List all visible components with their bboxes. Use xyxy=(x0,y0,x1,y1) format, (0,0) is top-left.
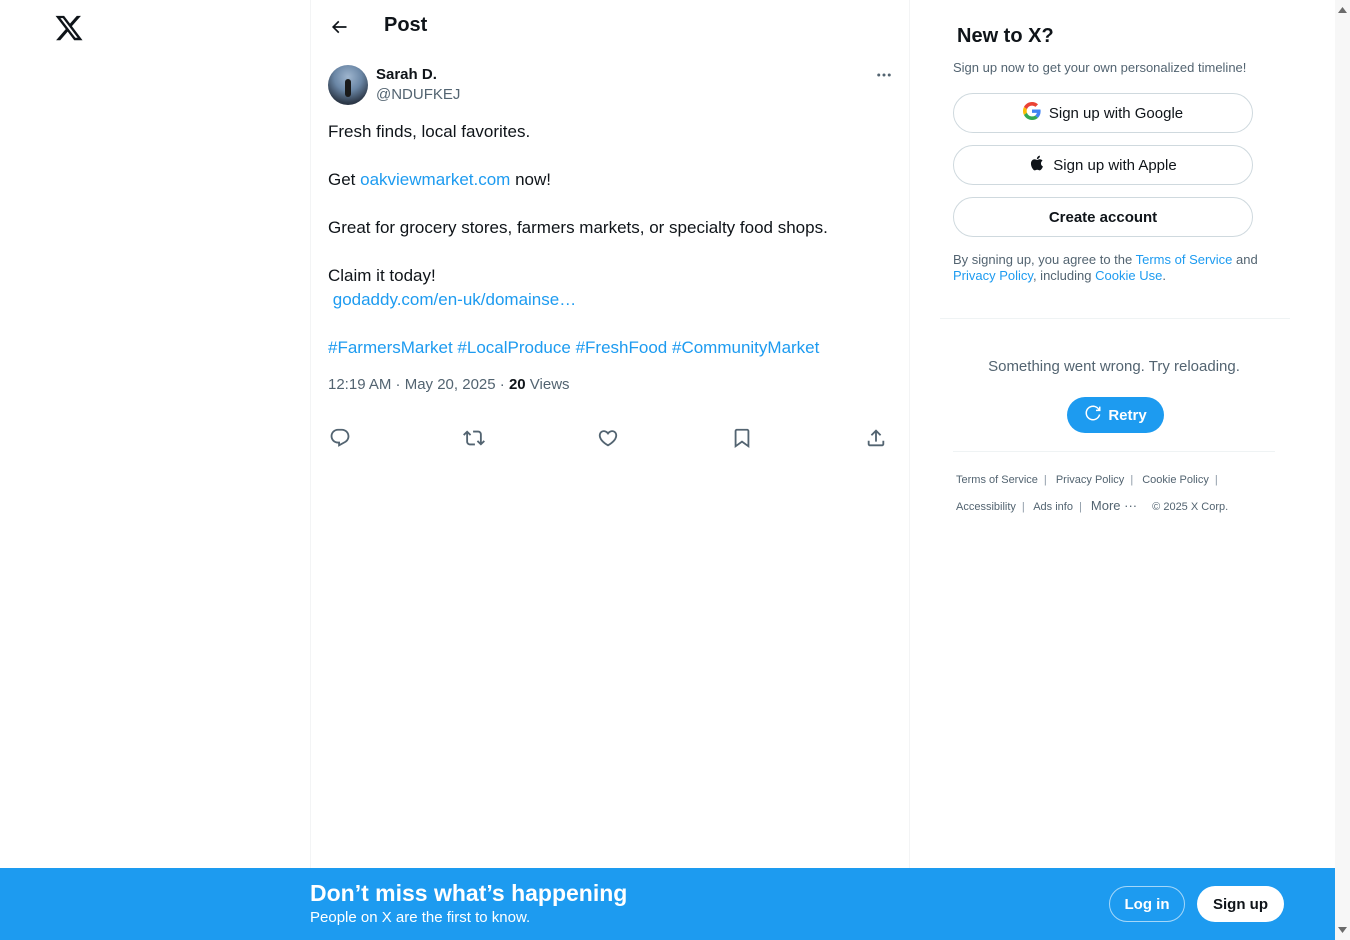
refresh-icon xyxy=(1084,404,1102,426)
footer-accessibility-link[interactable]: Accessibility xyxy=(956,501,1016,513)
signup-apple-label: Sign up with Apple xyxy=(1053,156,1177,174)
google-icon xyxy=(1023,102,1041,124)
terms-text: . xyxy=(1162,268,1166,283)
retry-button[interactable] xyxy=(1067,397,1164,433)
post-author xyxy=(328,65,898,105)
footer-terms-link[interactable]: Terms of Service xyxy=(956,474,1038,486)
page-title: Post xyxy=(384,14,428,36)
hashtags xyxy=(328,336,898,360)
back-arrow-icon[interactable] xyxy=(325,13,353,41)
hashtag-link[interactable]: #CommunityMarket xyxy=(671,338,820,357)
login-button[interactable]: Log in xyxy=(1109,886,1185,922)
avatar[interactable] xyxy=(328,65,368,105)
error-message: Something went wrong. Try reloading. xyxy=(988,358,1240,375)
post-text xyxy=(328,120,898,360)
footer-ads-link[interactable]: Ads info xyxy=(1033,501,1073,513)
like-icon[interactable] xyxy=(595,425,621,451)
terms-link[interactable]: Terms of Service xyxy=(1135,252,1233,267)
apple-icon xyxy=(1029,154,1045,176)
privacy-link[interactable]: Privacy Policy xyxy=(953,268,1033,283)
signup-subtitle: Sign up now to get your own personalized timeline! xyxy=(953,60,1247,75)
x-logo-icon[interactable] xyxy=(54,13,84,43)
terms-text: and xyxy=(1232,252,1258,267)
footer-more-link[interactable]: More ··· xyxy=(1090,498,1138,513)
signup-terms xyxy=(953,252,1283,284)
views-label: Views xyxy=(525,376,570,393)
author-handle[interactable]: @NDUFKEJ xyxy=(376,86,461,103)
banner-title: Don’t miss what’s happening xyxy=(310,880,628,906)
bookmark-icon[interactable] xyxy=(729,425,755,451)
hashtag-link[interactable]: #FreshFood xyxy=(575,338,668,357)
terms-text: By signing up, you agree to the xyxy=(953,252,1136,267)
post-line: Fresh finds, local favorites. xyxy=(328,122,531,141)
signup-title: New to X? xyxy=(957,25,1054,47)
main-column xyxy=(310,0,910,940)
hashtag-link[interactable]: #LocalProduce xyxy=(457,338,571,357)
login-banner xyxy=(0,868,1335,940)
post-line: Claim it today! xyxy=(328,266,436,285)
trends-error xyxy=(953,352,1275,452)
post-text-span: Get xyxy=(328,170,361,189)
views-count: 20 xyxy=(508,376,526,393)
scrollbar[interactable] xyxy=(1335,0,1350,940)
footer-cookie-link[interactable]: Cookie Policy xyxy=(1142,474,1209,486)
repost-icon[interactable] xyxy=(461,425,487,451)
signup-apple-button[interactable] xyxy=(953,145,1253,185)
cookie-link[interactable]: Cookie Use xyxy=(1095,268,1163,283)
author-name[interactable]: Sarah D. xyxy=(376,66,437,83)
post-timestamp[interactable]: 12:19 AM · May 20, 2025 · xyxy=(328,376,509,393)
post-line: Great for grocery stores, farmers markets, or specialty food shops. xyxy=(328,218,828,237)
more-icon[interactable] xyxy=(870,65,898,85)
reply-icon[interactable] xyxy=(327,425,353,451)
hashtag-link[interactable]: #FarmersMarket xyxy=(328,338,453,357)
signup-google-label: Sign up with Google xyxy=(1048,104,1184,122)
scroll-up-icon[interactable] xyxy=(1335,2,1350,17)
retry-label: Retry xyxy=(1108,406,1147,424)
footer-privacy-link[interactable]: Privacy Policy xyxy=(1055,474,1125,486)
signup-google-button[interactable] xyxy=(953,93,1253,133)
post-line xyxy=(328,288,898,312)
right-sidebar: New to X? Sign up now to get your own personalized timeline! Sign up with Google Sign up with Apple Create account By signing up, you agree to the Terms of Service and Privacy Policy, including Cookie Use. Something went wrong. Try reloading. Retry Terms of Service | Privacy Policy | Cookie Policy | Accessibility | Ads info | More ··· © 2025 X Corp. xyxy=(940,0,1290,860)
terms-text: , including xyxy=(1032,268,1096,283)
post-header xyxy=(311,0,911,54)
signup-card xyxy=(940,10,1290,319)
scroll-down-icon[interactable] xyxy=(1335,922,1350,937)
post-link[interactable]: godaddy.com/en-uk/domainse… xyxy=(332,290,577,309)
banner-subtitle: People on X are the first to know. xyxy=(310,909,531,926)
post-text-span: now! xyxy=(510,170,551,189)
signup-button[interactable]: Sign up xyxy=(1197,886,1284,922)
post-actions xyxy=(328,425,898,451)
post-meta xyxy=(328,376,570,393)
copyright: © 2025 X Corp. xyxy=(1152,501,1229,513)
post-line xyxy=(328,168,898,192)
create-account-button[interactable]: Create account xyxy=(953,197,1253,237)
share-icon[interactable] xyxy=(863,425,889,451)
post-link[interactable]: oakviewmarket.com xyxy=(360,170,511,189)
